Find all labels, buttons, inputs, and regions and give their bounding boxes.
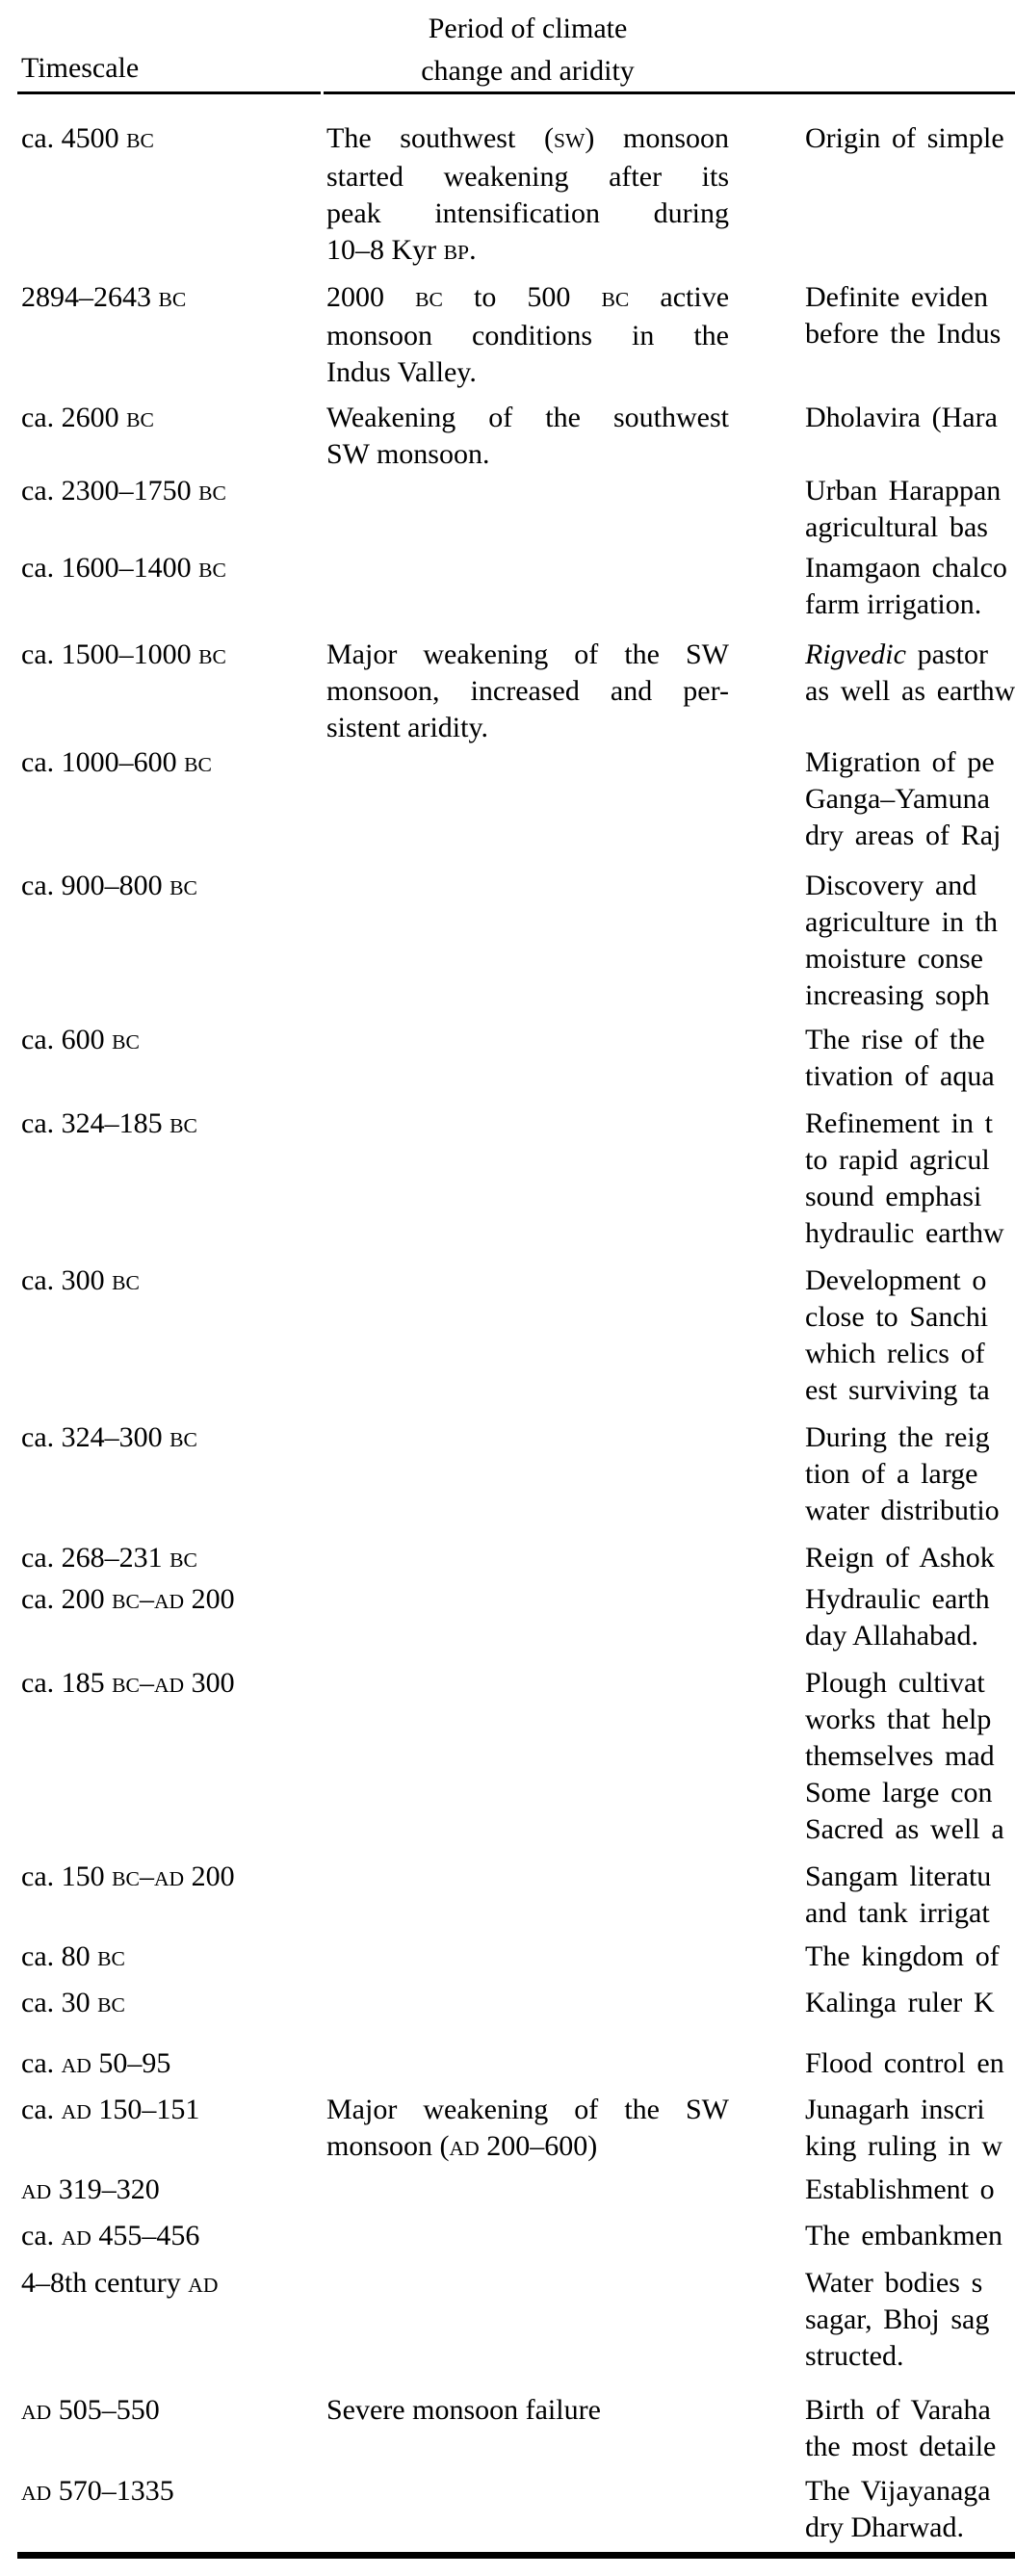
column-header-timescale: Timescale xyxy=(21,52,140,84)
text-line: Water bodies s xyxy=(805,2267,983,2299)
small-caps-text: BC xyxy=(97,1993,125,2017)
text-line: monsoon conditions in the xyxy=(326,320,729,351)
small-caps-text: AD xyxy=(153,1867,185,1890)
events-cell xyxy=(805,1419,1015,1529)
small-caps-text: AD xyxy=(61,2226,91,2250)
small-caps-text: BC xyxy=(169,1114,197,1137)
events-cell xyxy=(805,2172,1015,2208)
small-caps-text: BC xyxy=(198,645,226,668)
timescale-cell: AD 319–320 xyxy=(21,2173,160,2205)
small-caps-text: AD xyxy=(21,2180,52,2203)
events-cell xyxy=(805,1540,1015,1576)
text-line: king ruling in w xyxy=(805,2130,1003,2162)
text-line: dry areas of Raj xyxy=(805,820,1002,851)
events-cell xyxy=(805,2045,1015,2082)
text-line: The kingdom of xyxy=(805,1940,1000,1972)
timescale-cell: AD 570–1335 xyxy=(21,2475,174,2507)
events-cell xyxy=(805,400,1015,436)
timescale-cell: ca. AD 150–151 xyxy=(21,2094,200,2125)
timescale-cell: ca. 2600 BC xyxy=(21,402,154,433)
small-caps-text: AD xyxy=(21,2401,52,2424)
text-line: During the reig xyxy=(805,1421,990,1453)
small-caps-text: AD xyxy=(153,1674,185,1697)
climate-cell xyxy=(326,400,729,473)
text-line: Hydraulic earth xyxy=(805,1583,990,1615)
text-line: The Vijayanaga xyxy=(805,2475,991,2507)
column-header-climate-line1: Period of climate xyxy=(428,13,628,44)
text-line: started weakening after its xyxy=(326,161,729,193)
climate-cell xyxy=(326,2092,729,2167)
text-line: Establishment o xyxy=(805,2173,995,2205)
small-caps-text: BC xyxy=(158,288,187,311)
text-line: Development o xyxy=(805,1264,987,1296)
text-line: Dholavira (Hara xyxy=(805,402,998,433)
climate-cell xyxy=(326,637,729,746)
small-caps-text: BC xyxy=(169,876,197,899)
small-caps-text: BC xyxy=(126,408,154,431)
text-line: Severe monsoon failure xyxy=(326,2394,601,2426)
text-line: 10–8 Kyr BP. xyxy=(326,234,477,266)
text-line: Discovery and xyxy=(805,870,977,901)
timescale-cell: ca. AD 50–95 xyxy=(21,2047,171,2079)
small-caps-text: BC xyxy=(126,129,154,152)
text-line: SW monsoon. xyxy=(326,438,490,470)
text-line: Birth of Varaha xyxy=(805,2394,991,2426)
text-line: Kalinga ruler K xyxy=(805,1987,995,2018)
text-line: agricultural bas xyxy=(805,511,988,543)
text-line: Migration of pe xyxy=(805,746,995,778)
text-line: The rise of the xyxy=(805,1024,985,1055)
events-cell xyxy=(805,744,1015,854)
text-line: day Allahabad. xyxy=(805,1620,978,1652)
timescale-cell: ca. 30 BC xyxy=(21,1987,125,2018)
events-cell xyxy=(805,550,1015,623)
events-cell xyxy=(805,1859,1015,1932)
small-caps-text: BC xyxy=(112,1867,140,1890)
small-caps-text: SW xyxy=(553,129,586,152)
text-line: tivation of aqua xyxy=(805,1060,995,1092)
text-line: as well as earthw xyxy=(805,675,1015,707)
small-caps-text: BC xyxy=(169,1548,197,1572)
text-line: close to Sanchi xyxy=(805,1301,989,1333)
timescale-cell: ca. 1000–600 BC xyxy=(21,746,212,778)
timescale-cell: AD 505–550 xyxy=(21,2394,160,2426)
text-line: Definite eviden xyxy=(805,281,988,313)
text-line: agriculture in th xyxy=(805,906,999,938)
small-caps-text: AD xyxy=(61,2100,91,2123)
text-line: water distributio xyxy=(805,1495,1000,1526)
events-cell xyxy=(805,868,1015,1014)
climate-cell xyxy=(326,279,729,391)
timescale-cell: ca. 80 BC xyxy=(21,1940,125,1972)
text-line: Major weakening of the SW xyxy=(326,2094,729,2125)
text-line: increasing soph xyxy=(805,979,990,1011)
timescale-cell: ca. 150 BC–AD 200 xyxy=(21,1860,235,1892)
small-caps-text: BC xyxy=(415,288,443,311)
timescale-cell: ca. 185 BC–AD 300 xyxy=(21,1667,235,1699)
timescale-cell: ca. 1500–1000 BC xyxy=(21,638,226,670)
text-line: Sangam literatu xyxy=(805,1860,992,1892)
text-line: structed. xyxy=(805,2340,904,2372)
text-line: peak intensification during xyxy=(326,197,729,229)
small-caps-text: BC xyxy=(198,559,226,582)
events-cell xyxy=(805,2473,1015,2546)
text-line: monsoon (AD 200–600) xyxy=(326,2130,598,2162)
text-line: monsoon, increased and per- xyxy=(326,675,729,707)
events-cell xyxy=(805,2092,1015,2165)
timescale-cell: ca. 2300–1750 BC xyxy=(21,475,226,507)
text-line: to rapid agricul xyxy=(805,1144,990,1176)
timescale-cell: 2894–2643 BC xyxy=(21,281,187,313)
header-rule-right xyxy=(324,91,1015,94)
small-caps-text: BC xyxy=(112,1674,140,1697)
small-caps-text: BC xyxy=(601,288,630,311)
text-line: farm irrigation. xyxy=(805,588,982,620)
climate-cell xyxy=(326,120,729,271)
events-cell xyxy=(805,279,1015,352)
text-line: Inamgaon chalco xyxy=(805,552,1007,584)
timescale-cell: ca. 200 BC–AD 200 xyxy=(21,1583,235,1615)
timescale-cell: ca. 324–300 BC xyxy=(21,1421,197,1453)
column-header-climate-line2: change and aridity xyxy=(421,55,635,87)
text-line: sagar, Bhoj sag xyxy=(805,2303,990,2335)
table-bottom-rule xyxy=(17,2552,1015,2559)
text-line: Origin of simple xyxy=(805,122,1004,154)
timescale-cell: ca. 324–185 BC xyxy=(21,1107,197,1139)
text-line: works that help xyxy=(805,1704,992,1735)
timescale-cell: ca. 4500 BC xyxy=(21,122,154,154)
column-header-climate xyxy=(326,8,729,92)
text-line: Urban Harappan xyxy=(805,475,1002,507)
text-line: dry Dharwad. xyxy=(805,2511,964,2543)
timescale-cell: ca. AD 455–456 xyxy=(21,2220,200,2251)
small-caps-text: AD xyxy=(61,2054,91,2077)
small-caps-text: AD xyxy=(153,1590,185,1613)
text-line: Reign of Ashok xyxy=(805,1542,995,1574)
text-line: hydraulic earthw xyxy=(805,1217,1004,1249)
events-cell xyxy=(805,637,1015,710)
text-line: Major weakening of the SW xyxy=(326,638,729,670)
events-cell xyxy=(805,1985,1015,2021)
events-cell xyxy=(805,1106,1015,1252)
text-line: The embankmen xyxy=(805,2220,1002,2251)
small-caps-text: AD xyxy=(21,2482,52,2505)
small-caps-text: BC xyxy=(198,481,226,505)
text-line: Ganga–Yamuna xyxy=(805,783,990,815)
events-cell xyxy=(805,1022,1015,1095)
text-line: sound emphasi xyxy=(805,1181,982,1212)
small-caps-text: BC xyxy=(112,1030,140,1054)
text-line: The southwest (SW) monsoon xyxy=(326,122,729,154)
text-line: Plough cultivat xyxy=(805,1667,985,1699)
small-caps-text: BC xyxy=(184,753,212,776)
climate-cell xyxy=(326,2392,729,2429)
events-cell xyxy=(805,2265,1015,2375)
text-line: Weakening of the southwest xyxy=(326,402,729,433)
text-line: moisture conse xyxy=(805,943,983,975)
text-line: themselves mad xyxy=(805,1740,995,1772)
italic-text: Rigvedic xyxy=(805,638,906,670)
timescale-cell: ca. 600 BC xyxy=(21,1024,140,1055)
events-cell xyxy=(805,2392,1015,2465)
events-cell xyxy=(805,1939,1015,1975)
small-caps-text: BC xyxy=(112,1271,140,1294)
events-cell xyxy=(805,120,1015,157)
timescale-cell: 4–8th century AD xyxy=(21,2267,219,2299)
small-caps-text: AD xyxy=(188,2274,219,2297)
text-line: est surviving ta xyxy=(805,1374,990,1406)
text-line: before the Indus xyxy=(805,318,1002,350)
header-rule-left xyxy=(17,91,321,94)
text-line: Rigvedic pastor xyxy=(805,638,988,670)
text-line: sistent aridity. xyxy=(326,712,489,743)
text-line: Flood control en xyxy=(805,2047,1004,2079)
events-cell xyxy=(805,1665,1015,1848)
text-line: Refinement in t xyxy=(805,1107,994,1139)
text-line: tion of a large xyxy=(805,1458,978,1490)
events-cell xyxy=(805,473,1015,546)
small-caps-text: BC xyxy=(112,1590,140,1613)
timescale-cell: ca. 1600–1400 BC xyxy=(21,552,226,584)
timescale-cell: ca. 900–800 BC xyxy=(21,870,197,901)
timescale-cell: ca. 268–231 BC xyxy=(21,1542,197,1574)
small-caps-text: AD xyxy=(449,2137,480,2160)
timescale-cell: ca. 300 BC xyxy=(21,1264,140,1296)
events-cell xyxy=(805,1581,1015,1654)
text-line: the most detaile xyxy=(805,2431,997,2462)
text-line: and tank irrigat xyxy=(805,1897,990,1929)
text-line: Sacred as well a xyxy=(805,1813,1004,1845)
text-line: 2000 BC to 500 BC active xyxy=(326,281,730,313)
small-caps-text: BP xyxy=(443,241,470,264)
events-cell xyxy=(805,2218,1015,2254)
small-caps-text: BC xyxy=(169,1428,197,1451)
events-cell xyxy=(805,1262,1015,1409)
text-line: which relics of xyxy=(805,1338,985,1369)
small-caps-text: BC xyxy=(97,1947,125,1970)
text-line: Junagarh inscri xyxy=(805,2094,985,2125)
text-line: Some large con xyxy=(805,1777,993,1808)
text-line: Indus Valley. xyxy=(326,356,477,388)
